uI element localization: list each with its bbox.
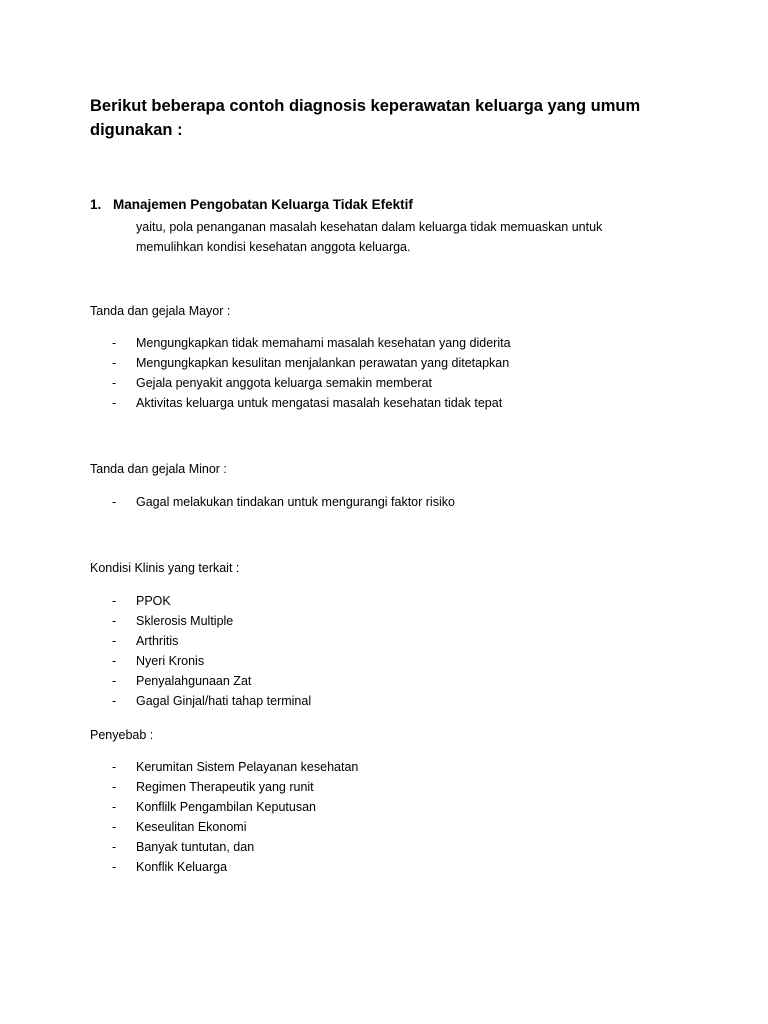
section-label-penyebab: Penyebab : (90, 728, 154, 742)
list-item: - Konflilk Pengambilan Keputusan (112, 797, 358, 817)
bullet-dash: - (112, 594, 117, 608)
bullet-dash: - (112, 840, 117, 854)
list-item: - PPOK (112, 591, 311, 611)
document-title: Berikut beberapa contoh diagnosis keperawatan keluarga yang umum digunakan : (90, 97, 641, 139)
bullet-dash: - (112, 694, 117, 708)
bullet-dash: - (112, 634, 117, 648)
list-item: - Konflik Keluarga (112, 857, 358, 877)
diagnosis-description: yaitu, pola penanganan masalah kesehatan dalam keluarga tidak memuaskan untuk memulihkan kondisi kesehatan anggota keluarga. (136, 220, 603, 254)
list-item: - Mengungkapkan kesulitan menjalankan perawatan yang ditetapkan (112, 353, 511, 373)
heading-text: Manajemen Pengobatan Keluarga Tidak Efektif (113, 197, 413, 212)
heading-number: 1. (90, 197, 102, 212)
bullet-dash: - (112, 495, 117, 509)
list-item: - Regimen Therapeutik yang runit (112, 777, 358, 797)
list-item: - Sklerosis Multiple (112, 611, 311, 631)
bullet-dash: - (112, 356, 117, 370)
bullet-dash: - (112, 760, 117, 774)
list-minor (112, 492, 455, 512)
bullet-dash: - (112, 614, 117, 628)
list-mayor (112, 333, 511, 413)
section-label-minor: Tanda dan gejala Minor : (90, 462, 227, 476)
list-item: - Gagal melakukan tindakan untuk mengurangi faktor risiko (112, 492, 455, 512)
bullet-dash: - (112, 780, 117, 794)
list-penyebab (112, 757, 358, 877)
list-item: - Penyalahgunaan Zat (112, 671, 311, 691)
diagnosis-heading (90, 196, 413, 214)
list-item: - Arthritis (112, 631, 311, 651)
bullet-dash: - (112, 336, 117, 350)
bullet-dash: - (112, 654, 117, 668)
section-label-mayor: Tanda dan gejala Mayor : (90, 304, 231, 318)
list-item: - Nyeri Kronis (112, 651, 311, 671)
bullet-dash: - (112, 860, 117, 874)
section-label-kondisi-klinis: Kondisi Klinis yang terkait : (90, 561, 240, 575)
bullet-dash: - (112, 674, 117, 688)
bullet-dash: - (112, 376, 117, 390)
list-item: - Keseulitan Ekonomi (112, 817, 358, 837)
list-item: - Aktivitas keluarga untuk mengatasi masalah kesehatan tidak tepat (112, 393, 511, 413)
bullet-dash: - (112, 396, 117, 410)
list-item: - Banyak tuntutan, dan (112, 837, 358, 857)
bullet-dash: - (112, 820, 117, 834)
list-item: - Mengungkapkan tidak memahami masalah kesehatan yang diderita (112, 333, 511, 353)
bullet-dash: - (112, 800, 117, 814)
list-item: - Gagal Ginjal/hati tahap terminal (112, 691, 311, 711)
list-item: - Kerumitan Sistem Pelayanan kesehatan (112, 757, 358, 777)
list-item: - Gejala penyakit anggota keluarga semakin memberat (112, 373, 511, 393)
list-kondisi-klinis (112, 591, 311, 711)
